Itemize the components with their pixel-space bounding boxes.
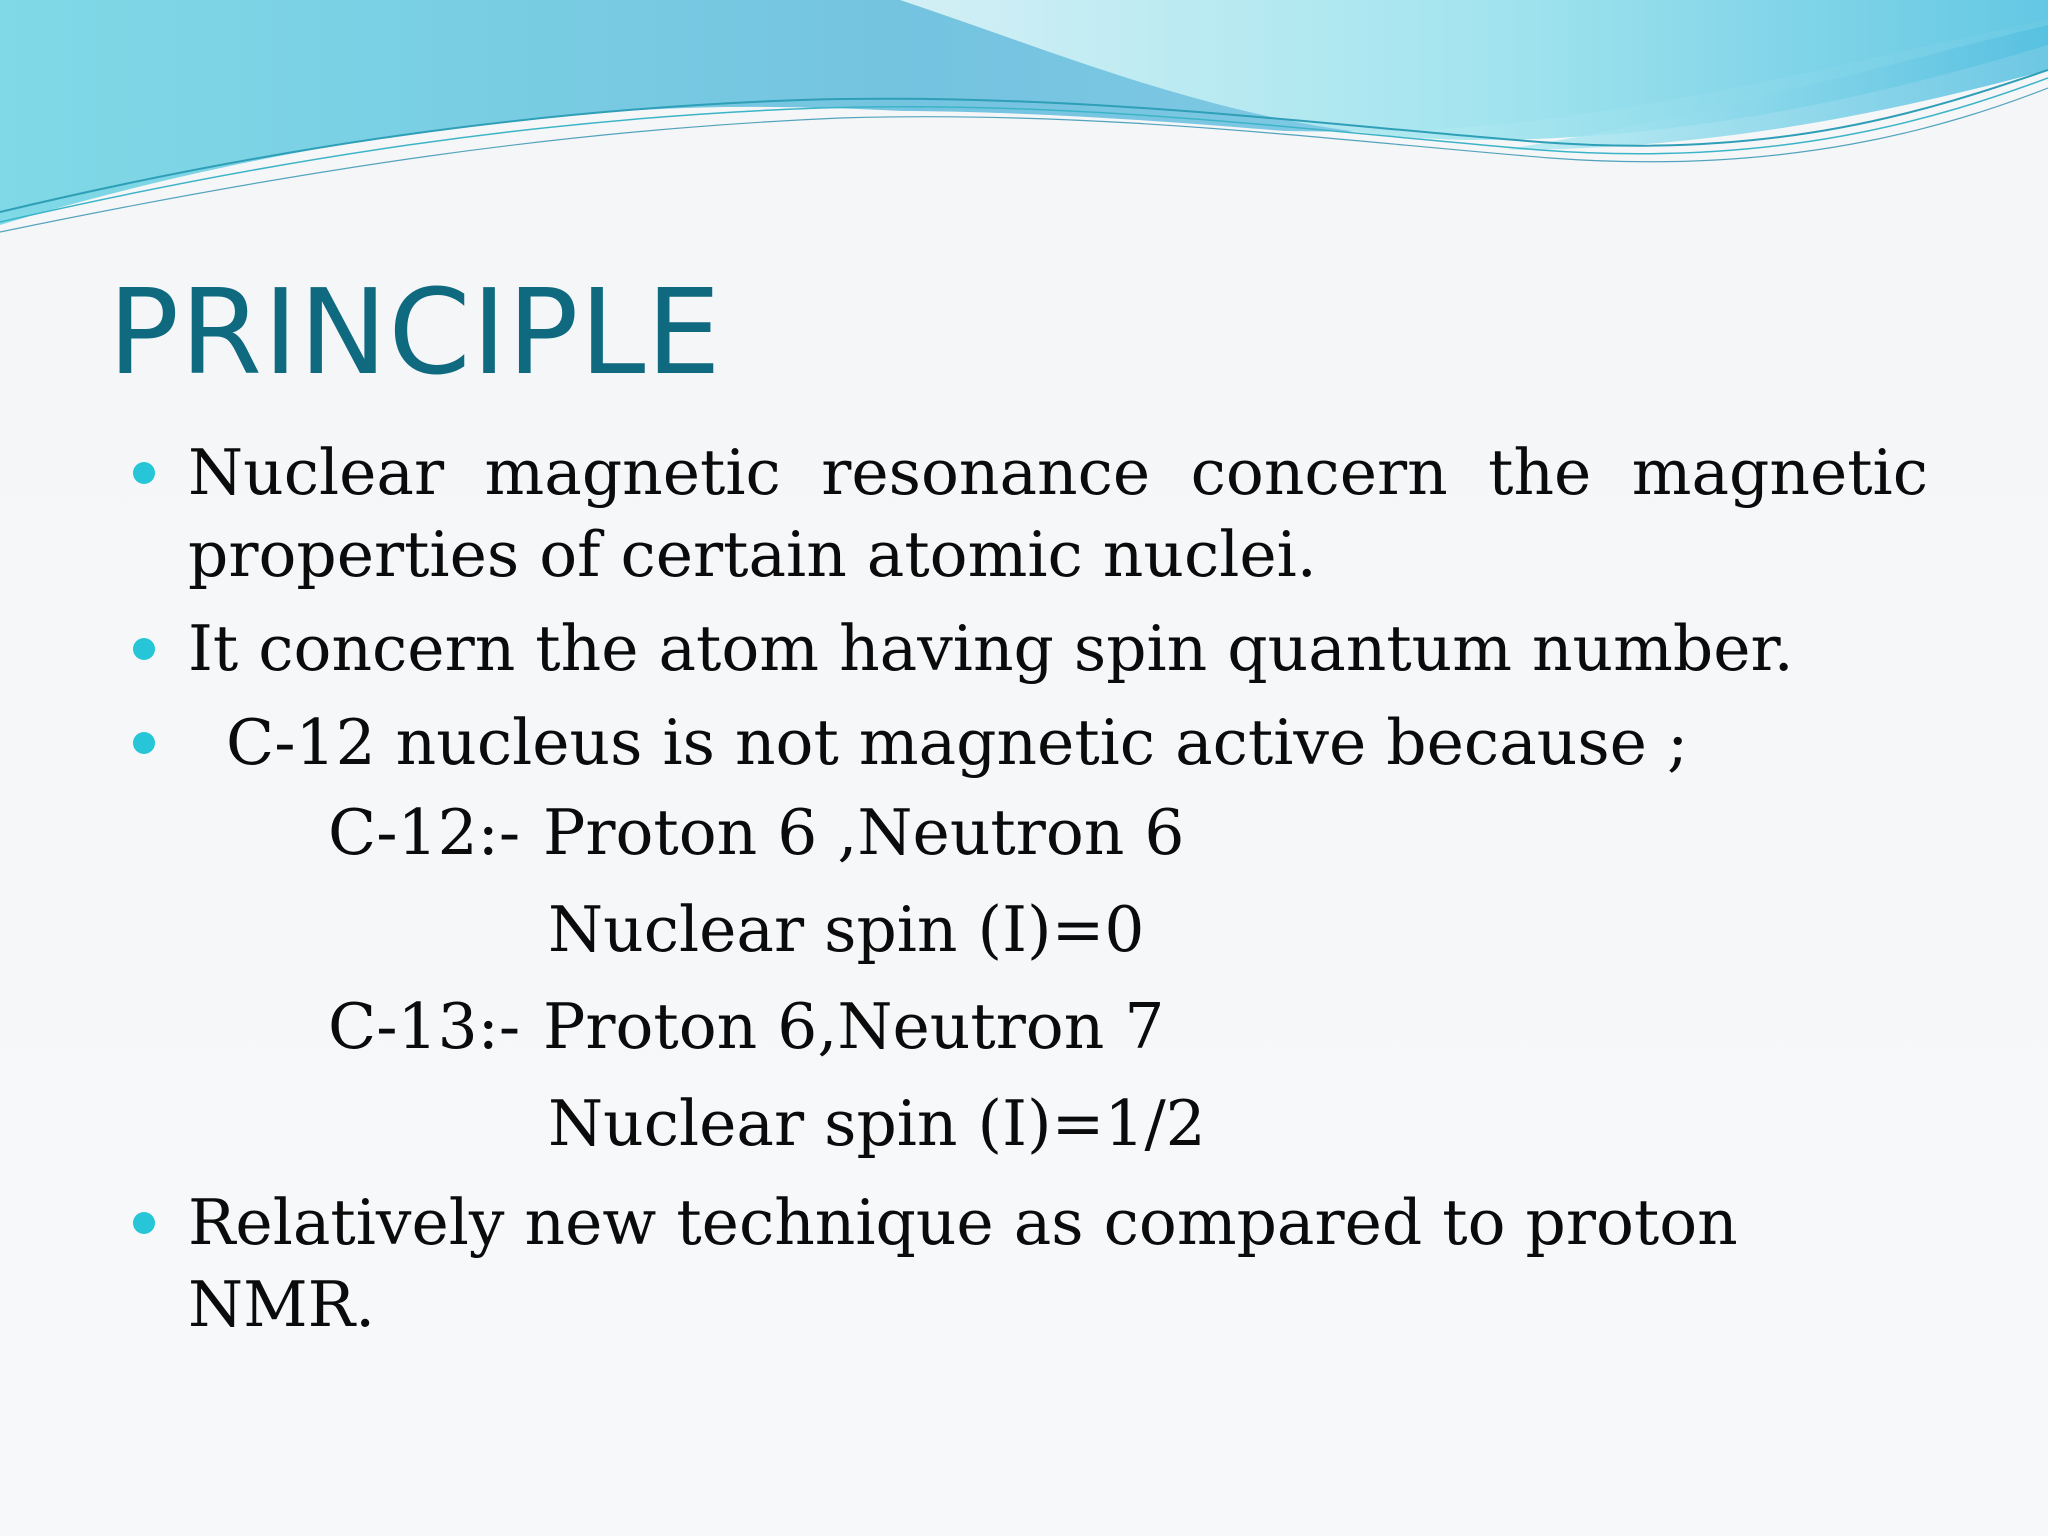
isotope-label: C-13:-	[328, 990, 521, 1063]
bullet-text: Relatively new technique as compared to proton NMR.	[188, 1186, 1738, 1341]
isotope-composition: Proton 6 ,Neutron 6	[543, 796, 1185, 869]
header-wave-decoration	[0, 0, 2048, 240]
bullet-dot-icon	[133, 462, 155, 484]
isotope-composition: Proton 6,Neutron 7	[543, 990, 1165, 1063]
isotope-c13-spin	[128, 1075, 1928, 1172]
bullet-dot-icon	[133, 638, 155, 660]
bullet-item-c12-inactive	[128, 702, 1928, 784]
bullet-dot-icon	[133, 732, 155, 754]
bullet-text-line-1: Nuclear magnetic resonance concern the magnetic	[188, 436, 1928, 509]
bullet-text	[188, 432, 1928, 596]
isotope-label: C-12:-	[328, 796, 521, 869]
isotope-c13-composition	[128, 978, 1928, 1075]
isotope-spin: Nuclear spin (I)=0	[548, 893, 1145, 966]
isotope-spin: Nuclear spin (I)=1/2	[548, 1087, 1206, 1160]
bullet-item-spin-quantum	[128, 608, 1928, 690]
bullet-text: It concern the atom having spin quantum number.	[188, 612, 1794, 685]
slide-title: PRINCIPLE	[108, 263, 722, 401]
bullet-item-new-technique	[128, 1182, 1928, 1346]
bullet-text-line-2: properties of certain atomic nuclei.	[188, 518, 1317, 591]
bullet-item-nmr-definition	[128, 432, 1928, 596]
isotope-c12-spin	[128, 881, 1928, 978]
bullet-list	[128, 432, 1928, 1358]
bullet-text: C-12 nucleus is not magnetic active because ;	[226, 706, 1689, 779]
bullet-dot-icon	[133, 1212, 155, 1234]
isotope-c12-composition	[128, 784, 1928, 881]
